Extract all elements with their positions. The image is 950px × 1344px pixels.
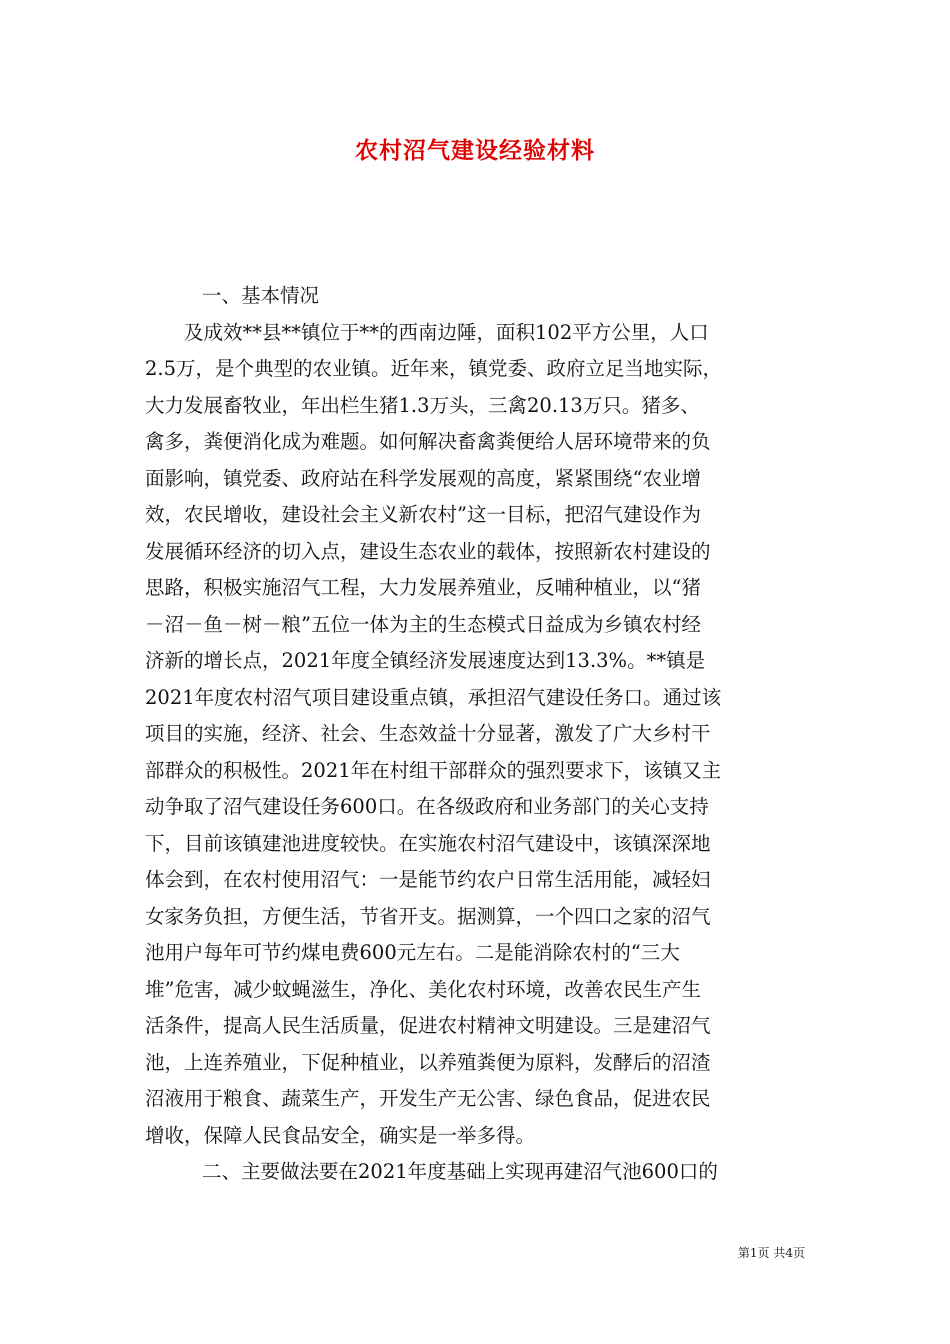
paragraph-line: 部群众的积极性。2021年在村组干部群众的强烈要求下，该镇又主 [145,758,722,782]
paragraph-line: 堆”危害，减少蚊蝇滋生，净化、美化农村环境，改善农民生产生 [145,977,701,1001]
paragraph-line: 下，目前该镇建池进度较快。在实施农村沼气建设中，该镇深深地 [145,831,711,855]
paragraph-line: 项目的实施，经济、社会、生态效益十分显著，激发了广大乡村干 [145,722,711,745]
paragraph-basic-situation [145,315,807,1155]
paragraph-line: 禽多，粪便消化成为难题。如何解决畜禽粪便给人居环境带来的负 [145,430,711,453]
paragraph-line: 2021年度农村沼气项目建设重点镇，承担沼气建设任务口。通过该 [145,685,722,709]
section-heading-main-practices: 二、主要做法要在2021年度基础上实现再建沼气池600口的 [202,1160,718,1183]
document-body [145,278,807,1191]
document-title: 农村沼气建设经验材料 [355,137,595,164]
paragraph-line: 及成效**县**镇位于**的西南边陲，面积102平方公里，人口 [145,320,709,344]
paragraph-line: 动争取了沼气建设任务600口。在各级政府和业务部门的关心支持 [145,795,709,818]
paragraph-line: 增收，保障人民食品安全，确实是一举多得。 [145,1123,536,1147]
paragraph-line: －沼－鱼－树－粮”五位一体为主的生态模式日益成为乡镇农村经 [145,612,701,636]
page-number-footer: 第1页 共4页 [737,1246,805,1260]
paragraph-line: 大力发展畜牧业，年出栏生猪1.3万头，三禽20.13万只。猪多、 [145,393,700,417]
paragraph-line: 池用户每年可节约煤电费600元左右。二是能消除农村的“三大 [145,941,680,964]
paragraph-line: 活条件，提高人民生活质量，促进农村精神文明建设。三是建沼气 [145,1014,711,1037]
paragraph-line: 沼液用于粮食、蔬菜生产，开发生产无公害、绿色食品，促进农民 [145,1087,711,1110]
paragraph-line: 效，农民增收，建设社会主义新农村”这一目标，把沼气建设作为 [145,503,701,526]
paragraph-line: 面影响，镇党委、政府站在科学发展观的高度，紧紧围绕“农业增 [145,466,701,490]
paragraph-line: 思路，积极实施沼气工程，大力发展养殖业，反哺种植业，以“猪 [145,576,701,599]
section-heading-basic: 一、基本情况 [202,284,320,307]
paragraph-line: 体会到，在农村使用沼气：一是能节约农户日常生活用能，减轻妇 [145,868,711,891]
paragraph-line: 女家务负担，方便生活，节省开支。据测算，一个四口之家的沼气 [145,904,711,928]
paragraph-line: 池，上连养殖业，下促种植业，以养殖粪便为原料，发酵后的沼渣 [145,1050,711,1074]
paragraph-line: 发展循环经济的切入点，建设生态农业的载体，按照新农村建设的 [145,539,711,563]
paragraph-line: 2.5万，是个典型的农业镇。近年来，镇党委、政府立足当地实际， [145,357,723,380]
paragraph-line: 济新的增长点，2021年度全镇经济发展速度达到13.3%。**镇是 [145,649,706,672]
